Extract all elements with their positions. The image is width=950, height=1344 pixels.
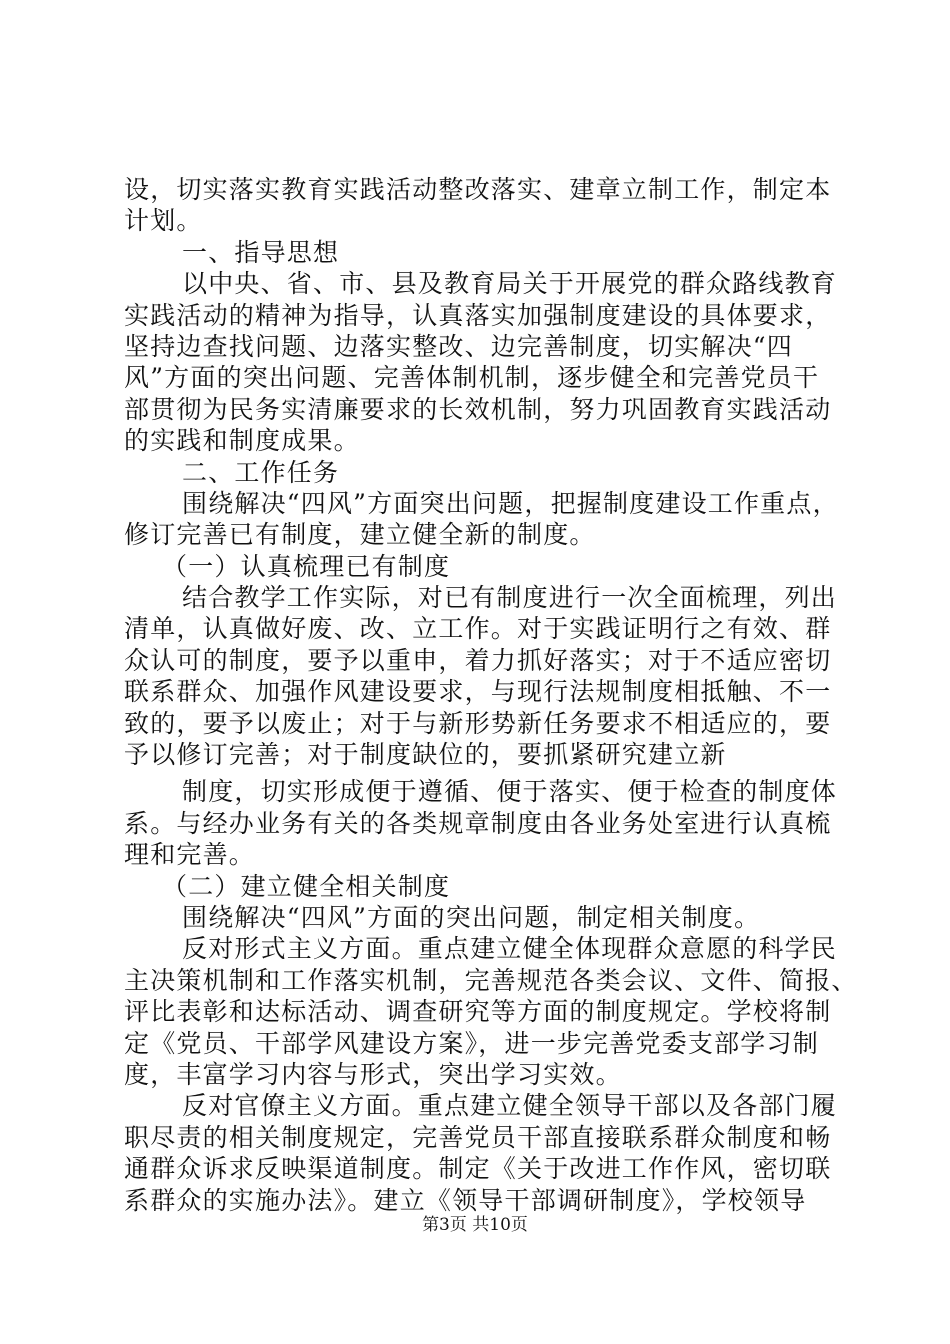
section-heading: 二、工作任务	[182, 457, 340, 487]
text-line: 制度，切实形成便于遵循、便于落实、便于检查的制度体	[182, 777, 838, 807]
subsection-heading: （二）建立健全相关制度	[162, 871, 451, 901]
text-line: 设，切实落实教育实践活动整改落实、建章立制工作，制定本	[124, 175, 832, 204]
text-line: 坚持边查找问题、边落实整改、边完善制度，切实解决“四	[124, 331, 793, 361]
text-line: 围绕解决“四风”方面突出问题，把握制度建设工作重点，	[182, 488, 839, 518]
text-line: 系群众的实施办法》。建立《领导干部调研制度》，学校领导	[124, 1185, 807, 1215]
text-line: 部贯彻为民务实清廉要求的长效机制，努力巩固教育实践活动	[124, 394, 832, 424]
text-line: 主决策机制和工作落实机制，完善规范各类会议、文件、简报、	[124, 965, 858, 995]
text-line: 以中央、省、市、县及教育局关于开展党的群众路线教育	[182, 269, 838, 299]
page-number-footer: 第3页 共10页	[422, 1215, 528, 1235]
text-line: 众认可的制度，要予以重申，着力抓好落实；对于不适应密切	[124, 645, 832, 675]
section-heading: 一、指导思想	[182, 237, 340, 267]
text-line: 度，丰富学习内容与形式，突出学习实效。	[124, 1059, 622, 1089]
text-line: 反对官僚主义方面。重点建立健全领导干部以及各部门履	[182, 1091, 838, 1121]
text-line: 修订完善已有制度，建立健全新的制度。	[124, 520, 596, 550]
text-line: 计划。	[124, 206, 203, 236]
text-line: 通群众诉求反映渠道制度。制定《关于改进工作作风，密切联	[124, 1154, 832, 1184]
text-line: 反对形式主义方面。重点建立健全体现群众意愿的科学民	[182, 934, 838, 964]
text-line: 实践活动的精神为指导，认真落实加强制度建设的具体要求，	[124, 300, 832, 330]
text-line: 结合教学工作实际，对已有制度进行一次全面梳理，列出	[182, 583, 838, 613]
subsection-heading: （一）认真梳理已有制度	[162, 551, 451, 581]
text-line: 定《党员、干部学风建设方案》，进一步完善党委支部学习制	[124, 1028, 819, 1058]
text-line: 清单，认真做好废、改、立工作。对于实践证明行之有效、群	[124, 614, 832, 644]
text-line: 评比表彰和达标活动、调查研究等方面的制度规定。学校将制	[124, 997, 832, 1027]
text-line: 风”方面的突出问题、完善体制机制，逐步健全和完善党员干	[124, 363, 820, 393]
text-line: 予以修订完善；对于制度缺位的，要抓紧研究建立新	[124, 740, 727, 770]
text-line: 的实践和制度成果。	[124, 426, 360, 456]
document-body	[124, 174, 858, 1216]
text-line: 围绕解决“四风”方面的突出问题，制定相关制度。	[182, 902, 761, 932]
text-line: 理和完善。	[124, 840, 256, 870]
text-line: 系。与经办业务有关的各类规章制度由各业务处室进行认真梳	[124, 808, 832, 838]
text-line: 致的，要予以废止；对于与新形势新任务要求不相适应的，要	[124, 708, 832, 738]
text-line: 联系群众、加强作风建设要求，与现行法规制度相抵触、不一	[124, 677, 832, 707]
text-line: 职尽责的相关制度规定，完善党员干部直接联系群众制度和畅	[124, 1122, 832, 1152]
